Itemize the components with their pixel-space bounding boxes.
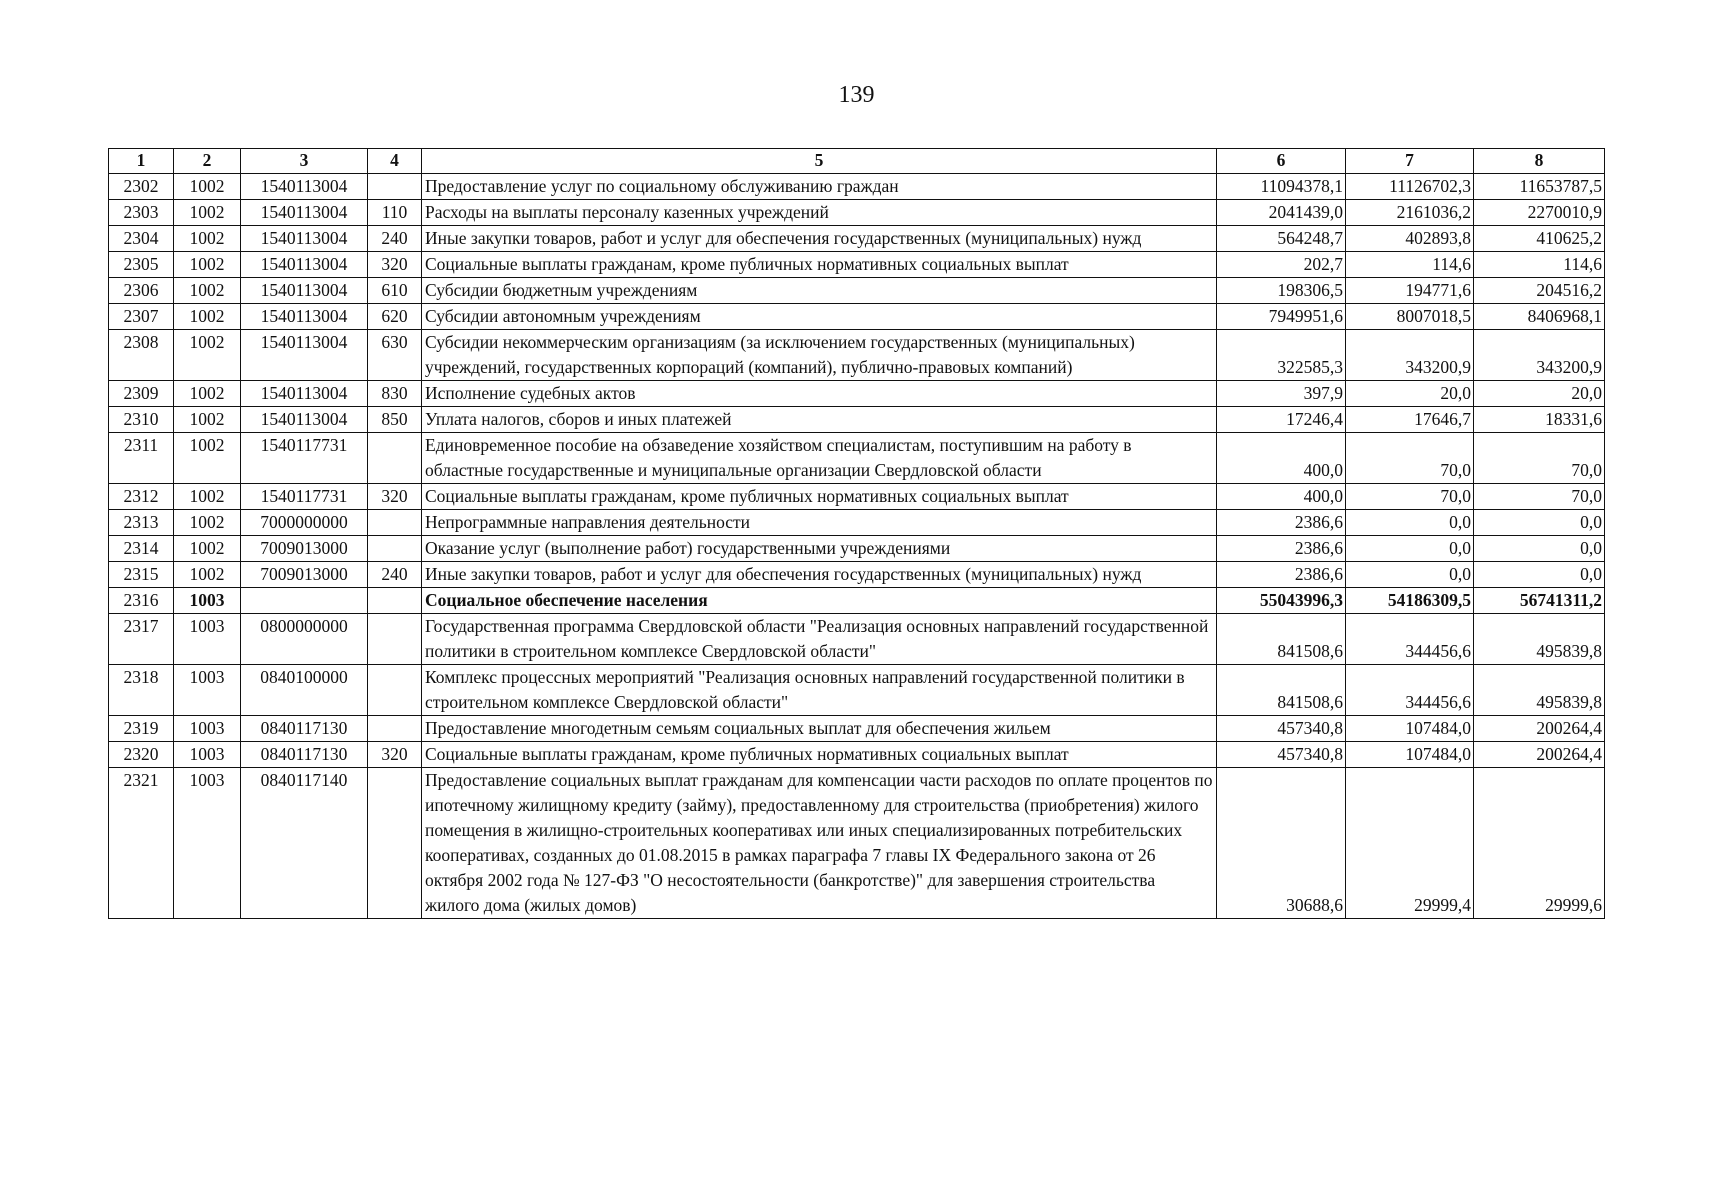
amount-col-7: 20,0: [1346, 381, 1474, 407]
section-code: 1002: [174, 174, 241, 200]
expense-type-code: [368, 433, 422, 484]
expense-type-code: 320: [368, 252, 422, 278]
row-number: 2310: [109, 407, 174, 433]
amount-col-7: 0,0: [1346, 562, 1474, 588]
amount-col-6: 7949951,6: [1217, 304, 1346, 330]
amount-col-6: 2041439,0: [1217, 200, 1346, 226]
table-row: [109, 768, 1605, 919]
amount-col-7: 54186309,5: [1346, 588, 1474, 614]
amount-col-6: 202,7: [1217, 252, 1346, 278]
expense-type-code: [368, 665, 422, 716]
section-code: 1002: [174, 226, 241, 252]
table-row: [109, 536, 1605, 562]
header-col-5: 5: [422, 149, 1217, 174]
table-row: [109, 174, 1605, 200]
amount-col-7: 0,0: [1346, 510, 1474, 536]
amount-col-6: 397,9: [1217, 381, 1346, 407]
target-code: 1540117731: [241, 433, 368, 484]
row-number: 2309: [109, 381, 174, 407]
row-number: 2313: [109, 510, 174, 536]
table-row: [109, 381, 1605, 407]
amount-col-6: 400,0: [1217, 433, 1346, 484]
amount-col-8: 200264,4: [1474, 716, 1605, 742]
amount-col-7: 107484,0: [1346, 716, 1474, 742]
row-number: 2311: [109, 433, 174, 484]
row-description: Единовременное пособие на обзаведение хозяйством специалистам, поступившим на работу в областные государственные и муниципальные организации Свердловской области: [422, 433, 1217, 484]
section-code: 1002: [174, 200, 241, 226]
expense-type-code: [368, 614, 422, 665]
amount-col-8: 0,0: [1474, 536, 1605, 562]
row-description: Социальные выплаты гражданам, кроме публичных нормативных социальных выплат: [422, 742, 1217, 768]
target-code: [241, 588, 368, 614]
section-code: 1003: [174, 588, 241, 614]
amount-col-8: 114,6: [1474, 252, 1605, 278]
section-code: 1002: [174, 562, 241, 588]
row-number: 2319: [109, 716, 174, 742]
row-number: 2302: [109, 174, 174, 200]
target-code: 7009013000: [241, 562, 368, 588]
target-code: 1540113004: [241, 200, 368, 226]
row-description: Расходы на выплаты персоналу казенных учреждений: [422, 200, 1217, 226]
amount-col-7: 11126702,3: [1346, 174, 1474, 200]
table-body: [109, 174, 1605, 919]
row-description: Непрограммные направления деятельности: [422, 510, 1217, 536]
row-number: 2314: [109, 536, 174, 562]
amount-col-8: 0,0: [1474, 510, 1605, 536]
row-number: 2307: [109, 304, 174, 330]
table-row: [109, 226, 1605, 252]
table-row: [109, 304, 1605, 330]
row-description: Социальные выплаты гражданам, кроме публичных нормативных социальных выплат: [422, 252, 1217, 278]
expense-type-code: [368, 536, 422, 562]
header-col-3: 3: [241, 149, 368, 174]
amount-col-8: 410625,2: [1474, 226, 1605, 252]
amount-col-6: 30688,6: [1217, 768, 1346, 919]
table-row: [109, 278, 1605, 304]
budget-table: [108, 148, 1605, 919]
amount-col-7: 344456,6: [1346, 614, 1474, 665]
row-number: 2316: [109, 588, 174, 614]
header-col-1: 1: [109, 149, 174, 174]
expense-type-code: 320: [368, 484, 422, 510]
row-number: 2308: [109, 330, 174, 381]
amount-col-7: 114,6: [1346, 252, 1474, 278]
amount-col-6: 55043996,3: [1217, 588, 1346, 614]
amount-col-8: 2270010,9: [1474, 200, 1605, 226]
table-row: [109, 330, 1605, 381]
header-col-6: 6: [1217, 149, 1346, 174]
target-code: 0800000000: [241, 614, 368, 665]
expense-type-code: [368, 768, 422, 919]
row-description: Комплекс процессных мероприятий "Реализация основных направлений государственной политики в строительном комплексе Свердловской области": [422, 665, 1217, 716]
row-number: 2317: [109, 614, 174, 665]
amount-col-6: 17246,4: [1217, 407, 1346, 433]
amount-col-7: 70,0: [1346, 484, 1474, 510]
amount-col-6: 841508,6: [1217, 665, 1346, 716]
section-code: 1002: [174, 407, 241, 433]
table-row: [109, 510, 1605, 536]
amount-col-8: 20,0: [1474, 381, 1605, 407]
amount-col-8: 70,0: [1474, 433, 1605, 484]
expense-type-code: [368, 716, 422, 742]
section-code: 1002: [174, 278, 241, 304]
amount-col-6: 322585,3: [1217, 330, 1346, 381]
row-description: Государственная программа Свердловской области "Реализация основных направлений государственной политики в строительном комплексе Свердловской области": [422, 614, 1217, 665]
amount-col-7: 0,0: [1346, 536, 1474, 562]
section-code: 1003: [174, 768, 241, 919]
section-code: 1002: [174, 330, 241, 381]
section-code: 1002: [174, 484, 241, 510]
table-row: [109, 716, 1605, 742]
amount-col-7: 107484,0: [1346, 742, 1474, 768]
expense-type-code: 240: [368, 562, 422, 588]
amount-col-8: 495839,8: [1474, 665, 1605, 716]
expense-type-code: 610: [368, 278, 422, 304]
amount-col-6: 564248,7: [1217, 226, 1346, 252]
table-row: [109, 484, 1605, 510]
table-row: [109, 433, 1605, 484]
target-code: 7009013000: [241, 536, 368, 562]
target-code: 1540117731: [241, 484, 368, 510]
row-description: Оказание услуг (выполнение работ) государственными учреждениями: [422, 536, 1217, 562]
amount-col-6: 400,0: [1217, 484, 1346, 510]
row-number: 2306: [109, 278, 174, 304]
table-row: [109, 614, 1605, 665]
expense-type-code: [368, 174, 422, 200]
row-description: Субсидии бюджетным учреждениям: [422, 278, 1217, 304]
row-description: Иные закупки товаров, работ и услуг для обеспечения государственных (муниципальных) нужд: [422, 562, 1217, 588]
row-description: Субсидии автономным учреждениям: [422, 304, 1217, 330]
target-code: 1540113004: [241, 278, 368, 304]
amount-col-8: 204516,2: [1474, 278, 1605, 304]
table-row: [109, 742, 1605, 768]
amount-col-8: 8406968,1: [1474, 304, 1605, 330]
target-code: 1540113004: [241, 226, 368, 252]
expense-type-code: 240: [368, 226, 422, 252]
amount-col-8: 18331,6: [1474, 407, 1605, 433]
row-number: 2318: [109, 665, 174, 716]
table-row: [109, 407, 1605, 433]
row-description: Предоставление многодетным семьям социальных выплат для обеспечения жильем: [422, 716, 1217, 742]
amount-col-8: 56741311,2: [1474, 588, 1605, 614]
amount-col-7: 2161036,2: [1346, 200, 1474, 226]
row-number: 2312: [109, 484, 174, 510]
expense-type-code: 850: [368, 407, 422, 433]
section-code: 1003: [174, 665, 241, 716]
section-code: 1002: [174, 304, 241, 330]
target-code: 1540113004: [241, 407, 368, 433]
amount-col-8: 0,0: [1474, 562, 1605, 588]
header-col-8: 8: [1474, 149, 1605, 174]
table-row: [109, 562, 1605, 588]
amount-col-7: 344456,6: [1346, 665, 1474, 716]
amount-col-7: 194771,6: [1346, 278, 1474, 304]
table-row: [109, 588, 1605, 614]
table-row: [109, 252, 1605, 278]
table-row: [109, 665, 1605, 716]
section-code: 1003: [174, 742, 241, 768]
target-code: 1540113004: [241, 330, 368, 381]
target-code: 1540113004: [241, 381, 368, 407]
target-code: 7000000000: [241, 510, 368, 536]
amount-col-7: 17646,7: [1346, 407, 1474, 433]
target-code: 0840100000: [241, 665, 368, 716]
header-col-2: 2: [174, 149, 241, 174]
target-code: 1540113004: [241, 252, 368, 278]
amount-col-8: 11653787,5: [1474, 174, 1605, 200]
amount-col-6: 457340,8: [1217, 742, 1346, 768]
amount-col-6: 11094378,1: [1217, 174, 1346, 200]
expense-type-code: 830: [368, 381, 422, 407]
amount-col-6: 2386,6: [1217, 562, 1346, 588]
header-col-7: 7: [1346, 149, 1474, 174]
section-code: 1002: [174, 510, 241, 536]
amount-col-6: 841508,6: [1217, 614, 1346, 665]
table-header-row: [109, 149, 1605, 174]
target-code: 1540113004: [241, 304, 368, 330]
row-description: Субсидии некоммерческим организациям (за исключением государственных (муниципальных) учреждений, государственных корпораций (компаний), публично-правовых компаний): [422, 330, 1217, 381]
row-number: 2320: [109, 742, 174, 768]
row-description: Предоставление социальных выплат гражданам для компенсации части расходов по оплате процентов по ипотечному жилищному кредиту (займу), предоставленному для строительства (приобретения) жилого помещения в жилищно-строительных кооперативах или иных специализированных потребительских кооперативах, созданных до 01.08.2015 в рамках параграфа 7 главы IX Федерального закона от 26 октября 2002 года № 127-ФЗ "О несостоятельности (банкротстве)" для завершения строительства жилого дома (жилых домов): [422, 768, 1217, 919]
amount-col-8: 495839,8: [1474, 614, 1605, 665]
amount-col-6: 198306,5: [1217, 278, 1346, 304]
target-code: 0840117130: [241, 742, 368, 768]
amount-col-6: 2386,6: [1217, 536, 1346, 562]
page-number: 139: [838, 82, 875, 108]
section-code: 1003: [174, 716, 241, 742]
row-description: Исполнение судебных актов: [422, 381, 1217, 407]
row-description: Иные закупки товаров, работ и услуг для обеспечения государственных (муниципальных) нужд: [422, 226, 1217, 252]
amount-col-6: 457340,8: [1217, 716, 1346, 742]
row-number: 2315: [109, 562, 174, 588]
row-description: Социальные выплаты гражданам, кроме публичных нормативных социальных выплат: [422, 484, 1217, 510]
amount-col-8: 70,0: [1474, 484, 1605, 510]
row-number: 2304: [109, 226, 174, 252]
table-row: [109, 200, 1605, 226]
header-col-4: 4: [368, 149, 422, 174]
row-number: 2303: [109, 200, 174, 226]
expense-type-code: [368, 510, 422, 536]
row-number: 2305: [109, 252, 174, 278]
target-code: 1540113004: [241, 174, 368, 200]
expense-type-code: 620: [368, 304, 422, 330]
target-code: 0840117140: [241, 768, 368, 919]
target-code: 0840117130: [241, 716, 368, 742]
amount-col-8: 200264,4: [1474, 742, 1605, 768]
expense-type-code: 630: [368, 330, 422, 381]
amount-col-7: 343200,9: [1346, 330, 1474, 381]
expense-type-code: 110: [368, 200, 422, 226]
row-description: Уплата налогов, сборов и иных платежей: [422, 407, 1217, 433]
expense-type-code: [368, 588, 422, 614]
amount-col-7: 8007018,5: [1346, 304, 1474, 330]
section-code: 1002: [174, 381, 241, 407]
amount-col-7: 402893,8: [1346, 226, 1474, 252]
section-code: 1002: [174, 433, 241, 484]
section-code: 1002: [174, 252, 241, 278]
amount-col-6: 2386,6: [1217, 510, 1346, 536]
section-code: 1003: [174, 614, 241, 665]
amount-col-8: 343200,9: [1474, 330, 1605, 381]
amount-col-7: 29999,4: [1346, 768, 1474, 919]
section-code: 1002: [174, 536, 241, 562]
amount-col-8: 29999,6: [1474, 768, 1605, 919]
amount-col-7: 70,0: [1346, 433, 1474, 484]
row-description: Предоставление услуг по социальному обслуживанию граждан: [422, 174, 1217, 200]
expense-type-code: 320: [368, 742, 422, 768]
row-number: 2321: [109, 768, 174, 919]
row-description: Социальное обеспечение населения: [422, 588, 1217, 614]
